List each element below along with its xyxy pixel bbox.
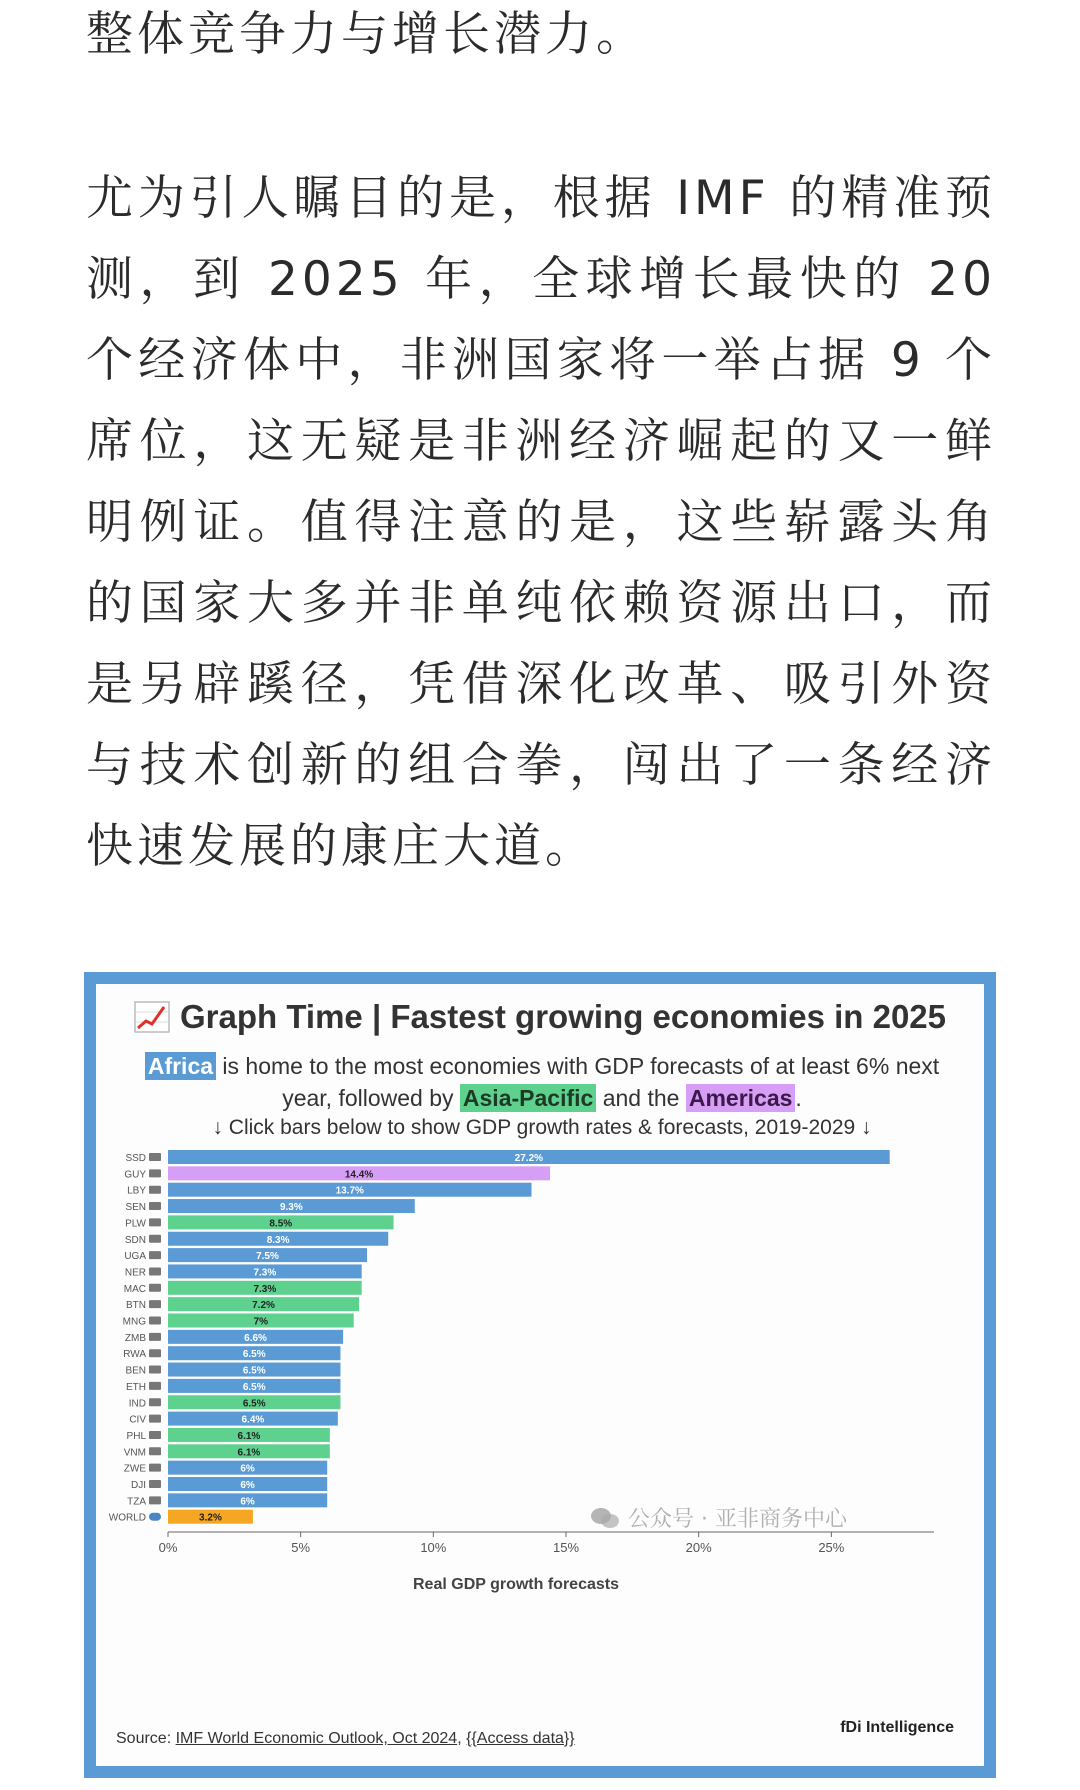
- chart-card: [84, 972, 996, 1778]
- x-tick-label-5: 5%: [291, 1540, 311, 1556]
- flag-icon-eth: [149, 1382, 161, 1390]
- highlight-asia-pacific: Asia-Pacific: [460, 1084, 596, 1112]
- watermark-text: 公众号 · 亚非商务中心: [628, 1507, 847, 1532]
- value-label-sen: 9.3%: [279, 1202, 303, 1214]
- value-label-mac: 7.3%: [253, 1283, 277, 1295]
- value-label-rwa: 6.5%: [242, 1349, 266, 1361]
- chart-source: [116, 1730, 575, 1748]
- value-label-vnm: 6.1%: [237, 1447, 261, 1459]
- value-label-ben: 6.5%: [242, 1365, 266, 1377]
- brand-logo: fDi Intelligence: [840, 1719, 954, 1736]
- category-label-plw: PLW: [125, 1218, 146, 1230]
- flag-icon-rwa: [149, 1349, 161, 1357]
- flag-icon-world: [149, 1513, 161, 1521]
- value-label-zwe: 6%: [240, 1463, 255, 1475]
- value-label-eth: 6.5%: [242, 1381, 266, 1393]
- value-label-btn: 7.2%: [252, 1300, 275, 1312]
- category-label-lby: LBY: [127, 1185, 146, 1197]
- flag-icon-ner: [149, 1267, 161, 1275]
- wechat-icon: [590, 1506, 620, 1530]
- bar-chart: [96, 984, 984, 1766]
- category-label-rwa: RWA: [123, 1349, 146, 1361]
- flag-icon-ben: [149, 1366, 161, 1374]
- value-label-mng: 7%: [253, 1316, 269, 1328]
- flag-icon-btn: [149, 1300, 161, 1308]
- category-label-vnm: VNM: [123, 1447, 146, 1459]
- value-label-phl: 6.1%: [237, 1430, 261, 1442]
- category-label-eth: ETH: [126, 1381, 146, 1393]
- category-label-phl: PHL: [126, 1430, 146, 1442]
- category-label-ben: BEN: [125, 1365, 146, 1377]
- subtitle-text-1: is home to the most economies with GDP forecasts of at least 6% next year, followed by: [216, 1053, 940, 1111]
- category-label-guy: GUY: [124, 1169, 146, 1181]
- value-label-sdn: 8.3%: [266, 1234, 290, 1246]
- flag-icon-zmb: [149, 1333, 161, 1341]
- flag-icon-dji: [149, 1480, 161, 1488]
- category-label-zwe: ZWE: [123, 1463, 146, 1475]
- chart-card-inner: [96, 984, 984, 1766]
- flag-icon-phl: [149, 1431, 161, 1439]
- highlight-americas: Americas: [686, 1084, 796, 1112]
- value-label-dji: 6%: [240, 1480, 255, 1491]
- category-label-mac: MAC: [123, 1283, 146, 1295]
- value-label-zmb: 6.6%: [244, 1332, 267, 1344]
- flag-icon-zwe: [149, 1464, 161, 1472]
- chart-instruction: ↓ Click bars below to show GDP growth rates & forecasts, 2019-2029 ↓: [212, 1116, 872, 1139]
- subtitle-text-2: and the: [596, 1085, 686, 1111]
- flag-icon-lby: [149, 1186, 161, 1194]
- chart-title-text: Graph Time | Fastest growing economies in 2025: [180, 998, 947, 1035]
- source-link-access-data[interactable]: {{Access data}}: [466, 1730, 575, 1747]
- category-label-ssd: SSD: [125, 1153, 146, 1164]
- value-label-guy: 14.4%: [344, 1169, 374, 1181]
- x-tick-label-10: 10%: [420, 1540, 447, 1556]
- flag-icon-civ: [149, 1415, 161, 1423]
- category-label-sen: SEN: [125, 1202, 146, 1214]
- flag-icon-mac: [149, 1284, 161, 1292]
- highlight-africa: Africa: [145, 1052, 216, 1080]
- category-label-zmb: ZMB: [124, 1332, 146, 1344]
- category-label-ind: IND: [128, 1398, 146, 1410]
- value-label-tza: 6%: [240, 1496, 255, 1508]
- source-link-imf[interactable]: IMF World Economic Outlook, Oct 2024: [175, 1730, 458, 1747]
- value-label-lby: 13.7%: [335, 1185, 364, 1197]
- flag-icon-plw: [149, 1218, 161, 1226]
- flag-icon-mng: [149, 1317, 161, 1325]
- value-label-world: 3.2%: [199, 1512, 222, 1524]
- category-label-civ: CIV: [129, 1414, 146, 1426]
- x-tick-label-20: 20%: [685, 1540, 712, 1556]
- flag-icon-tza: [149, 1496, 161, 1504]
- value-label-civ: 6.4%: [241, 1414, 265, 1426]
- value-label-ind: 6.5%: [242, 1398, 266, 1410]
- flag-icon-guy: [149, 1169, 161, 1177]
- category-label-ner: NER: [124, 1267, 146, 1279]
- value-label-uga: 7.5%: [256, 1251, 279, 1263]
- category-label-btn: BTN: [126, 1300, 146, 1312]
- value-label-plw: 8.5%: [269, 1218, 293, 1230]
- flag-icon-uga: [149, 1251, 161, 1259]
- category-label-dji: DJI: [131, 1480, 146, 1491]
- flag-icon-sdn: [149, 1235, 161, 1243]
- value-label-ner: 7.3%: [253, 1267, 277, 1279]
- flag-icon-ind: [149, 1398, 161, 1406]
- category-label-tza: TZA: [127, 1496, 146, 1508]
- category-label-sdn: SDN: [124, 1234, 146, 1246]
- flag-icon-sen: [149, 1202, 161, 1210]
- source-prefix: Source:: [116, 1730, 176, 1747]
- x-tick-label-25: 25%: [818, 1540, 845, 1556]
- watermark: [590, 1502, 847, 1533]
- category-label-mng: MNG: [122, 1316, 146, 1328]
- category-label-uga: UGA: [124, 1251, 146, 1263]
- x-tick-label-0: 0%: [158, 1540, 178, 1556]
- source-separator: ,: [457, 1730, 467, 1747]
- flag-icon-vnm: [149, 1447, 161, 1455]
- x-axis-label: Real GDP growth forecasts: [413, 1576, 619, 1594]
- x-tick-label-15: 15%: [552, 1540, 580, 1556]
- value-label-ssd: 27.2%: [514, 1153, 544, 1164]
- category-label-world: WORLD: [108, 1512, 146, 1524]
- subtitle-text-3: .: [795, 1085, 802, 1111]
- article-paragraph-2: 尤为引人瞩目的是，根据 IMF 的精准预测，到 2025 年，全球增长最快的 20 个经济体中，非洲国家将一举占据 9 个席位，这无疑是非洲经济崛起的又一鲜明例证。值得注意的是，这些崭露头角的国家大多并非单纯依赖资源出口，而是另辟蹊径，凭借深化改革、吸引外资与技术创新的组合拳，闯出了一条经济快速发展的康庄大道。: [86, 171, 996, 874]
- article-paragraph-1: 整体竞争力与增长潜力。: [86, 7, 647, 62]
- flag-icon-ssd: [149, 1153, 161, 1161]
